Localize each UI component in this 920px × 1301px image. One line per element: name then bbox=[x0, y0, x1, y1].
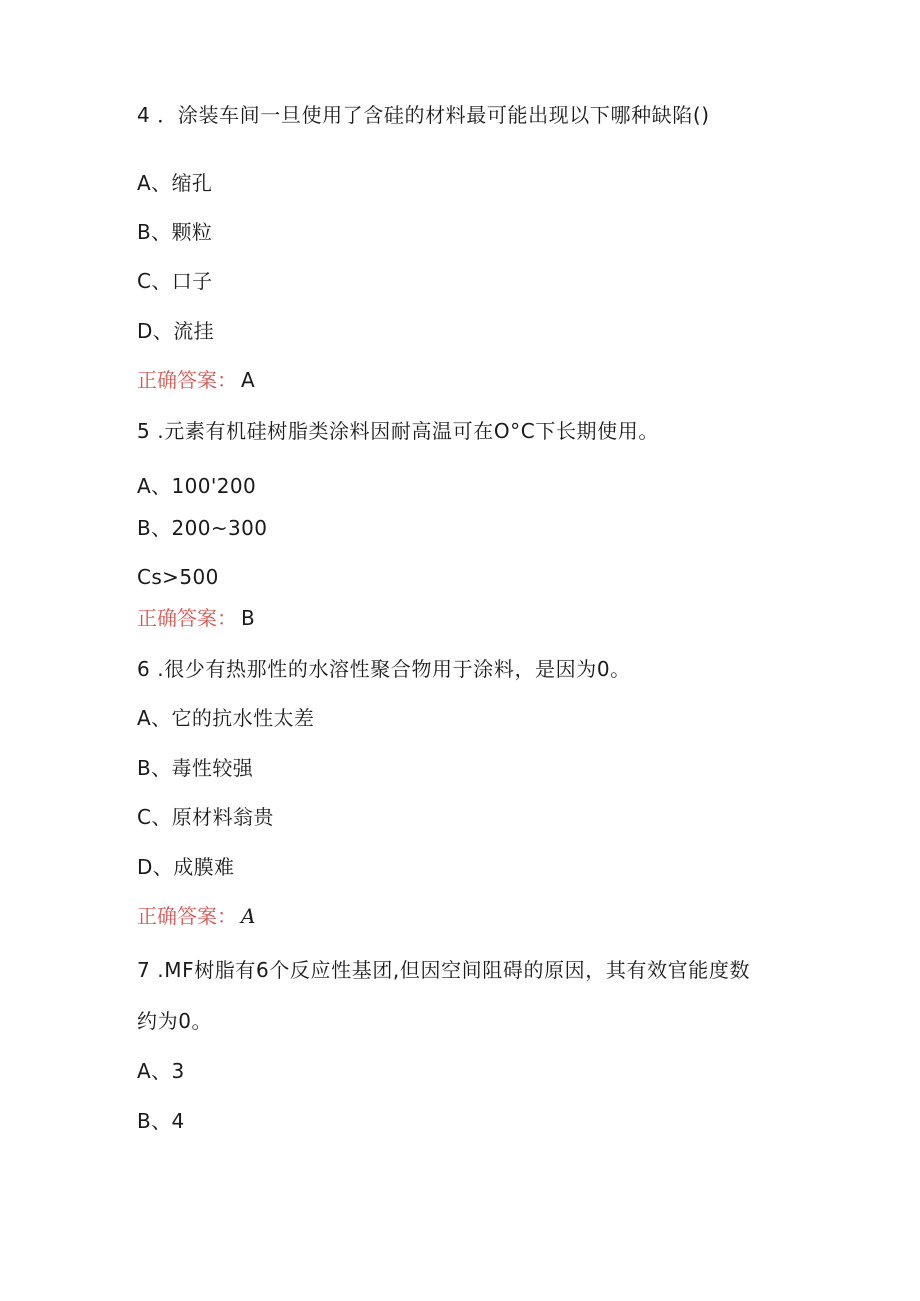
question-6-option-d: D、成膜难 bbox=[137, 855, 235, 879]
question-5-answer bbox=[137, 604, 255, 632]
question-6-option-c: C、原材料翁贵 bbox=[137, 805, 274, 829]
question-6-option-b: B、毒性较强 bbox=[137, 756, 254, 780]
question-4-answer bbox=[137, 366, 255, 394]
question-5-option-c: Cs>500 bbox=[137, 565, 219, 589]
question-7-text-line-2: 约为0。 bbox=[137, 1009, 213, 1033]
answer-value: A bbox=[241, 904, 256, 928]
question-4-option-c: C、口子 bbox=[137, 269, 213, 293]
question-7-text-line-1: 7 .MF树脂有6个反应性基团,但因空间阻碍的原因，其有效官能度数 bbox=[137, 958, 751, 982]
question-5-option-b: B、200~300 bbox=[137, 516, 268, 540]
question-6-option-a: A、它的抗水性太差 bbox=[137, 706, 315, 730]
question-4-text: 4 ．涂装车间一旦使用了含硅的材料最可能出现以下哪种缺陷() bbox=[137, 103, 710, 127]
question-7-option-b: B、4 bbox=[137, 1109, 185, 1133]
question-4-option-a: A、缩孔 bbox=[137, 171, 213, 195]
question-5-option-a: A、100'200 bbox=[137, 474, 257, 498]
question-7-option-a: A、3 bbox=[137, 1059, 185, 1083]
answer-label: 正确答案： bbox=[137, 904, 237, 928]
question-6-answer bbox=[137, 902, 255, 930]
question-4-option-b: B、颗粒 bbox=[137, 220, 213, 244]
question-4-option-d: D、流挂 bbox=[137, 319, 215, 343]
answer-label: 正确答案： bbox=[137, 368, 237, 392]
answer-label: 正确答案： bbox=[137, 606, 237, 630]
answer-value: A bbox=[241, 368, 255, 392]
question-5-text: 5 .元素有机硅树脂类涂料因耐高温可在O°C下长期使用。 bbox=[137, 419, 659, 443]
question-6-text: 6 .很少有热那性的水溶性聚合物用于涂料，是因为0。 bbox=[137, 657, 631, 681]
answer-value: B bbox=[241, 606, 255, 630]
